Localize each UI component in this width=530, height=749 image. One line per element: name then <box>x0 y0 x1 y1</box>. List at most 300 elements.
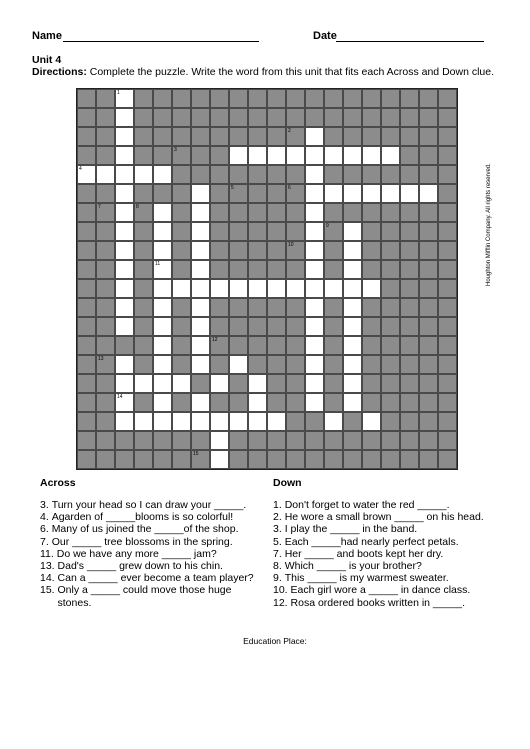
answer-cell[interactable] <box>343 374 362 393</box>
clue-text: Her _____ and boots kept her dry. <box>284 547 444 560</box>
blocked-cell <box>438 89 457 108</box>
answer-cell[interactable] <box>115 374 134 393</box>
name-field[interactable] <box>63 41 259 42</box>
blocked-cell <box>267 108 286 127</box>
answer-cell[interactable] <box>153 298 172 317</box>
clue-text: Each girl wore a _____ in dance class. <box>290 584 471 597</box>
answer-cell[interactable] <box>343 298 362 317</box>
blocked-cell <box>362 260 381 279</box>
answer-cell[interactable] <box>305 317 324 336</box>
answer-cell[interactable] <box>248 279 267 298</box>
answer-cell[interactable] <box>191 279 210 298</box>
blocked-cell <box>438 431 457 450</box>
blocked-cell <box>419 355 438 374</box>
answer-cell[interactable] <box>324 279 343 298</box>
blocked-cell <box>438 355 457 374</box>
blocked-cell <box>400 260 419 279</box>
blocked-cell <box>343 203 362 222</box>
answer-cell[interactable] <box>115 412 134 431</box>
blocked-cell <box>210 222 229 241</box>
blocked-cell <box>267 127 286 146</box>
blocked-cell <box>267 374 286 393</box>
blocked-cell <box>438 241 457 260</box>
blocked-cell <box>210 260 229 279</box>
blocked-cell <box>343 108 362 127</box>
blocked-cell <box>172 184 191 203</box>
down-clue <box>273 560 503 572</box>
blocked-cell <box>96 317 115 336</box>
blocked-cell <box>134 89 153 108</box>
blocked-cell <box>96 146 115 165</box>
answer-cell[interactable] <box>191 241 210 260</box>
answer-cell[interactable] <box>172 374 191 393</box>
blocked-cell <box>267 393 286 412</box>
blocked-cell <box>305 431 324 450</box>
answer-cell[interactable] <box>115 89 134 108</box>
answer-cell[interactable] <box>286 279 305 298</box>
answer-cell[interactable] <box>305 374 324 393</box>
blocked-cell <box>362 450 381 469</box>
answer-cell[interactable] <box>210 412 229 431</box>
clue-num: 3. <box>273 523 285 536</box>
clue-number: 12 <box>212 337 218 343</box>
blocked-cell <box>96 203 115 222</box>
answer-cell[interactable] <box>362 412 381 431</box>
across-clue <box>40 499 268 511</box>
clue-num: 13. <box>40 560 58 573</box>
blocked-cell <box>77 203 96 222</box>
clue-num: 7. <box>273 547 285 560</box>
blocked-cell <box>134 260 153 279</box>
clue-text: Don't forget to water the red _____. <box>284 499 450 511</box>
blocked-cell <box>96 393 115 412</box>
blocked-cell <box>77 412 96 431</box>
blocked-cell <box>267 184 286 203</box>
blocked-cell <box>96 355 115 374</box>
blocked-cell <box>324 222 343 241</box>
blocked-cell <box>286 450 305 469</box>
blocked-cell <box>419 89 438 108</box>
answer-cell[interactable] <box>248 412 267 431</box>
answer-cell[interactable] <box>210 450 229 469</box>
blocked-cell <box>362 127 381 146</box>
answer-cell[interactable] <box>115 241 134 260</box>
blocked-cell <box>438 374 457 393</box>
answer-cell[interactable] <box>134 412 153 431</box>
answer-cell[interactable] <box>324 146 343 165</box>
blocked-cell <box>381 412 400 431</box>
blocked-cell <box>324 241 343 260</box>
answer-cell[interactable] <box>267 146 286 165</box>
blocked-cell <box>134 298 153 317</box>
clue-text: Rosa ordered books written in _____. <box>290 596 466 609</box>
blocked-cell <box>362 241 381 260</box>
clue-text: Each _____had nearly perfect petals. <box>284 535 459 548</box>
blocked-cell <box>400 89 419 108</box>
blocked-cell <box>153 127 172 146</box>
answer-cell[interactable] <box>305 146 324 165</box>
blocked-cell <box>419 260 438 279</box>
answer-cell[interactable] <box>191 393 210 412</box>
answer-cell[interactable] <box>191 355 210 374</box>
answer-cell[interactable] <box>115 165 134 184</box>
answer-cell[interactable] <box>153 374 172 393</box>
clue-num: 12. <box>273 596 291 609</box>
blocked-cell <box>248 298 267 317</box>
answer-cell[interactable] <box>172 279 191 298</box>
answer-cell[interactable] <box>191 317 210 336</box>
directions-label: Directions: <box>32 66 87 78</box>
clue-num: 5. <box>273 535 285 548</box>
blocked-cell <box>381 108 400 127</box>
answer-cell[interactable] <box>248 374 267 393</box>
answer-cell[interactable] <box>210 374 229 393</box>
blocked-cell <box>324 393 343 412</box>
answer-cell[interactable] <box>343 260 362 279</box>
answer-cell[interactable] <box>115 355 134 374</box>
answer-cell[interactable] <box>381 184 400 203</box>
answer-cell[interactable] <box>153 279 172 298</box>
answer-cell[interactable] <box>343 241 362 260</box>
answer-cell[interactable] <box>343 184 362 203</box>
clue-text: I play the _____ in the band. <box>284 523 418 536</box>
blocked-cell <box>419 412 438 431</box>
blocked-cell <box>305 89 324 108</box>
blocked-cell <box>96 89 115 108</box>
clue-number: 9 <box>326 223 329 229</box>
blocked-cell <box>229 260 248 279</box>
answer-cell[interactable] <box>267 279 286 298</box>
blocked-cell <box>362 336 381 355</box>
blocked-cell <box>77 222 96 241</box>
blocked-cell <box>134 317 153 336</box>
answer-cell[interactable] <box>153 393 172 412</box>
blocked-cell <box>210 165 229 184</box>
answer-cell[interactable] <box>267 412 286 431</box>
blocked-cell <box>134 450 153 469</box>
blocked-cell <box>419 317 438 336</box>
answer-cell[interactable] <box>324 184 343 203</box>
blocked-cell <box>229 89 248 108</box>
blocked-cell <box>400 393 419 412</box>
answer-cell[interactable] <box>305 127 324 146</box>
answer-cell[interactable] <box>153 317 172 336</box>
clue-number: 10 <box>288 242 294 248</box>
crossword-grid <box>76 88 458 470</box>
answer-cell[interactable] <box>115 393 134 412</box>
blocked-cell <box>267 298 286 317</box>
blocked-cell <box>229 127 248 146</box>
clue-number: 6 <box>288 185 291 191</box>
answer-cell[interactable] <box>153 241 172 260</box>
answer-cell[interactable] <box>115 146 134 165</box>
blocked-cell <box>191 374 210 393</box>
blocked-cell <box>134 355 153 374</box>
blocked-cell <box>438 146 457 165</box>
down-clue <box>273 523 503 535</box>
blocked-cell <box>229 222 248 241</box>
clue-text: Turn your head so I can draw your _____. <box>51 499 247 511</box>
answer-cell[interactable] <box>305 336 324 355</box>
across-clue-list <box>40 499 268 609</box>
answer-cell[interactable] <box>305 241 324 260</box>
blocked-cell <box>134 127 153 146</box>
answer-cell[interactable] <box>229 279 248 298</box>
blocked-cell <box>419 165 438 184</box>
answer-cell[interactable] <box>343 393 362 412</box>
answer-cell[interactable] <box>115 279 134 298</box>
answer-cell[interactable] <box>248 146 267 165</box>
blocked-cell <box>248 336 267 355</box>
blocked-cell <box>172 222 191 241</box>
blocked-cell <box>134 241 153 260</box>
answer-cell[interactable] <box>362 146 381 165</box>
blocked-cell <box>172 393 191 412</box>
answer-cell[interactable] <box>210 431 229 450</box>
answer-cell[interactable] <box>343 336 362 355</box>
blocked-cell <box>210 89 229 108</box>
blocked-cell <box>210 108 229 127</box>
blocked-cell <box>362 89 381 108</box>
answer-cell[interactable] <box>305 203 324 222</box>
blocked-cell <box>77 279 96 298</box>
answer-cell[interactable] <box>248 393 267 412</box>
clue-number: 14 <box>117 394 123 400</box>
down-clue <box>273 511 503 523</box>
answer-cell[interactable] <box>115 317 134 336</box>
blocked-cell <box>400 355 419 374</box>
answer-cell[interactable] <box>343 146 362 165</box>
answer-cell[interactable] <box>134 165 153 184</box>
blocked-cell <box>134 279 153 298</box>
blocked-cell <box>229 203 248 222</box>
footer-credit: Education Place: <box>243 636 307 646</box>
unit-title: Unit 4 <box>32 54 62 66</box>
blocked-cell <box>400 450 419 469</box>
answer-cell[interactable] <box>343 317 362 336</box>
answer-cell[interactable] <box>191 203 210 222</box>
across-title: Across <box>40 477 76 489</box>
answer-cell[interactable] <box>362 279 381 298</box>
blocked-cell <box>229 241 248 260</box>
answer-cell[interactable] <box>153 165 172 184</box>
answer-cell[interactable] <box>191 184 210 203</box>
blocked-cell <box>381 298 400 317</box>
answer-cell[interactable] <box>305 260 324 279</box>
blocked-cell <box>267 241 286 260</box>
answer-cell[interactable] <box>305 165 324 184</box>
answer-cell[interactable] <box>115 260 134 279</box>
answer-cell[interactable] <box>153 355 172 374</box>
blocked-cell <box>400 317 419 336</box>
clue-num: 11. <box>40 547 57 560</box>
blocked-cell <box>172 127 191 146</box>
answer-cell[interactable] <box>305 298 324 317</box>
blocked-cell <box>229 336 248 355</box>
blocked-cell <box>96 222 115 241</box>
clue-text: Which _____ is your brother? <box>284 560 422 573</box>
blocked-cell <box>286 165 305 184</box>
blocked-cell <box>77 431 96 450</box>
blocked-cell <box>191 108 210 127</box>
blocked-cell <box>343 165 362 184</box>
clue-number: 3 <box>174 147 177 153</box>
down-clue <box>273 548 503 560</box>
answer-cell[interactable] <box>191 260 210 279</box>
blocked-cell <box>438 222 457 241</box>
blocked-cell <box>400 298 419 317</box>
answer-cell[interactable] <box>400 184 419 203</box>
down-clue <box>273 499 503 511</box>
blocked-cell <box>419 298 438 317</box>
answer-cell[interactable] <box>305 222 324 241</box>
clue-number: 4 <box>79 166 82 172</box>
blocked-cell <box>267 165 286 184</box>
blocked-cell <box>172 260 191 279</box>
blocked-cell <box>229 393 248 412</box>
blocked-cell <box>362 298 381 317</box>
blocked-cell <box>400 127 419 146</box>
answer-cell[interactable] <box>210 279 229 298</box>
answer-cell[interactable] <box>115 203 134 222</box>
blocked-cell <box>134 108 153 127</box>
blocked-cell <box>210 336 229 355</box>
answer-cell[interactable] <box>115 127 134 146</box>
blocked-cell <box>286 412 305 431</box>
clue-text: Can a _____ ever become a team player? <box>57 572 254 585</box>
blocked-cell <box>324 374 343 393</box>
blocked-cell <box>324 336 343 355</box>
answer-cell[interactable] <box>286 146 305 165</box>
answer-cell[interactable] <box>153 203 172 222</box>
answer-cell[interactable] <box>191 336 210 355</box>
blocked-cell <box>286 127 305 146</box>
blocked-cell <box>400 203 419 222</box>
blocked-cell <box>324 127 343 146</box>
blocked-cell <box>153 89 172 108</box>
blocked-cell <box>134 203 153 222</box>
blocked-cell <box>77 336 96 355</box>
answer-cell[interactable] <box>305 393 324 412</box>
answer-cell[interactable] <box>191 298 210 317</box>
answer-cell[interactable] <box>324 412 343 431</box>
blocked-cell <box>362 374 381 393</box>
blocked-cell <box>153 146 172 165</box>
answer-cell[interactable] <box>153 222 172 241</box>
date-field[interactable] <box>336 41 484 42</box>
answer-cell[interactable] <box>305 184 324 203</box>
clue-num: 4. <box>40 511 52 524</box>
clue-num: 9. <box>273 572 285 585</box>
blocked-cell <box>305 412 324 431</box>
blocked-cell <box>381 336 400 355</box>
blocked-cell <box>286 222 305 241</box>
answer-cell[interactable] <box>153 336 172 355</box>
blocked-cell <box>381 393 400 412</box>
blocked-cell <box>343 412 362 431</box>
blocked-cell <box>172 146 191 165</box>
copyright-note: Houghton Mifflin Company. All rights reserved. <box>486 163 492 286</box>
answer-cell[interactable] <box>115 222 134 241</box>
blocked-cell <box>286 374 305 393</box>
answer-cell[interactable] <box>343 279 362 298</box>
answer-cell[interactable] <box>115 108 134 127</box>
blocked-cell <box>438 260 457 279</box>
answer-cell[interactable] <box>191 222 210 241</box>
clue-number: 13 <box>98 356 104 362</box>
blocked-cell <box>343 450 362 469</box>
answer-cell[interactable] <box>115 184 134 203</box>
answer-cell[interactable] <box>229 355 248 374</box>
answer-cell[interactable] <box>419 184 438 203</box>
answer-cell[interactable] <box>362 184 381 203</box>
blocked-cell <box>381 127 400 146</box>
answer-cell[interactable] <box>77 165 96 184</box>
blocked-cell <box>153 450 172 469</box>
blocked-cell <box>400 108 419 127</box>
answer-cell[interactable] <box>343 355 362 374</box>
blocked-cell <box>381 279 400 298</box>
answer-cell[interactable] <box>343 222 362 241</box>
blocked-cell <box>362 355 381 374</box>
blocked-cell <box>229 184 248 203</box>
blocked-cell <box>77 260 96 279</box>
blocked-cell <box>191 127 210 146</box>
answer-cell[interactable] <box>229 146 248 165</box>
blocked-cell <box>77 241 96 260</box>
blocked-cell <box>153 184 172 203</box>
answer-cell[interactable] <box>305 279 324 298</box>
answer-cell[interactable] <box>134 374 153 393</box>
blocked-cell <box>438 279 457 298</box>
blocked-cell <box>267 89 286 108</box>
blocked-cell <box>191 165 210 184</box>
blocked-cell <box>343 89 362 108</box>
answer-cell[interactable] <box>153 260 172 279</box>
blocked-cell <box>324 317 343 336</box>
blocked-cell <box>267 431 286 450</box>
answer-cell[interactable] <box>191 412 210 431</box>
blocked-cell <box>324 431 343 450</box>
down-clue <box>273 572 503 584</box>
answer-cell[interactable] <box>381 146 400 165</box>
blocked-cell <box>96 298 115 317</box>
blocked-cell <box>419 241 438 260</box>
date-label: Date <box>313 30 337 42</box>
answer-cell[interactable] <box>172 412 191 431</box>
blocked-cell <box>96 450 115 469</box>
blocked-cell <box>419 450 438 469</box>
across-clue <box>40 523 268 535</box>
blocked-cell <box>210 146 229 165</box>
blocked-cell <box>438 393 457 412</box>
answer-cell[interactable] <box>115 298 134 317</box>
blocked-cell <box>419 393 438 412</box>
blocked-cell <box>381 431 400 450</box>
answer-cell[interactable] <box>96 165 115 184</box>
blocked-cell <box>191 146 210 165</box>
answer-cell[interactable] <box>305 355 324 374</box>
blocked-cell <box>134 393 153 412</box>
blocked-cell <box>248 222 267 241</box>
blocked-cell <box>381 317 400 336</box>
blocked-cell <box>153 431 172 450</box>
answer-cell[interactable] <box>229 412 248 431</box>
answer-cell[interactable] <box>153 412 172 431</box>
clue-num: 7. <box>40 535 52 548</box>
blocked-cell <box>343 127 362 146</box>
directions <box>32 66 494 78</box>
